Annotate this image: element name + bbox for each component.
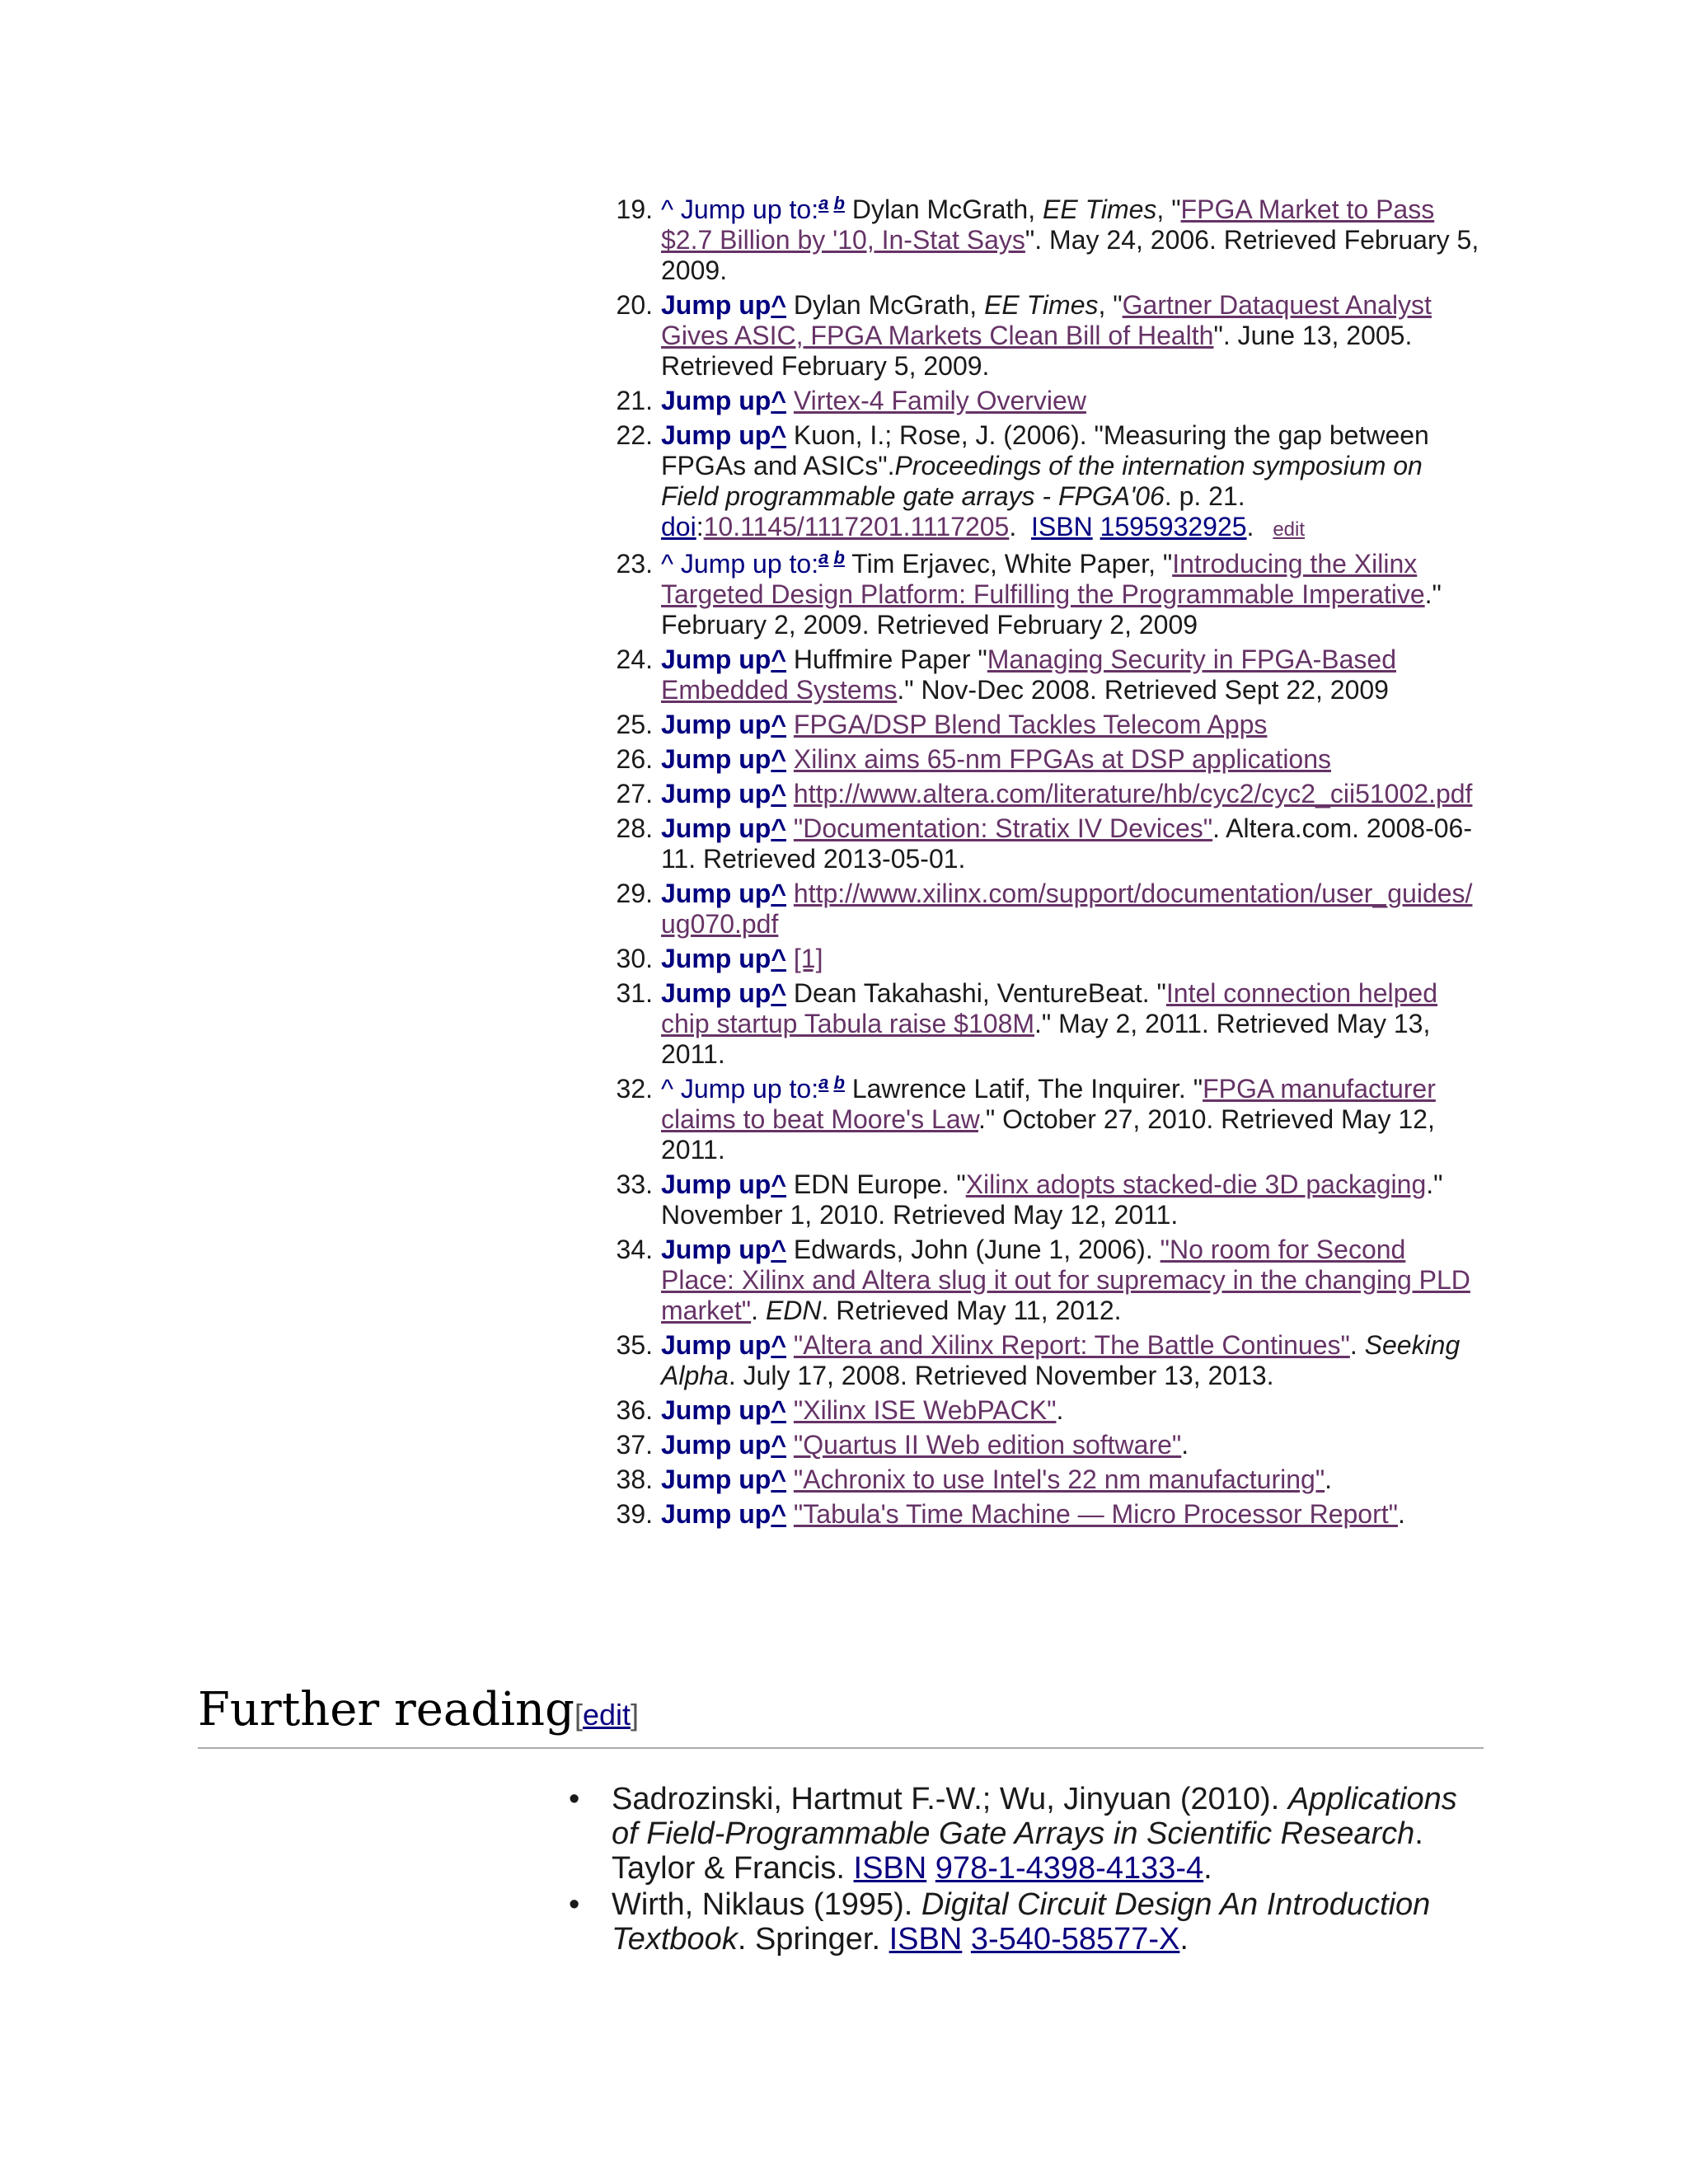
reference-number: 37.	[616, 1430, 653, 1460]
reference-link[interactable]: Managing Security in FPGA-Based Embedded Systems	[661, 644, 1396, 705]
reference-text: ." Nov-Dec 2008. Retrieved Sept 22, 2009	[897, 675, 1389, 705]
reference-link[interactable]: FPGA manufacturer claims to beat Moore's Law	[661, 1074, 1436, 1134]
jump-up-caret-link[interactable]: ^	[771, 290, 787, 320]
citation-text: . Springer.	[737, 1922, 881, 1957]
reference-text: .	[1325, 1465, 1333, 1494]
backlink-b[interactable]: b	[833, 1072, 845, 1093]
reference-item: 22. Jump up^ Kuon, I.; Rose, J. (2006). "Measuring the gap between FPGAs and ASICs".Proceedings of the internation symposium on Field programmable gate arrays - FPGA'06. p. 21. doi:10.1145/1117201.1117205. ISBN 1595932925. edit	[610, 420, 1484, 545]
reference-number: 31.	[616, 978, 653, 1008]
reference-number: 30.	[616, 944, 653, 973]
reference-text: . p. 21.	[1164, 481, 1245, 511]
reference-link[interactable]: Xilinx aims 65-nm FPGAs at DSP applications	[793, 744, 1332, 774]
further-reading-list	[569, 1782, 1484, 1958]
jump-up-to-label: Jump up to:	[680, 549, 819, 579]
reference-number: 23.	[616, 549, 653, 579]
reference-number: 21.	[616, 386, 653, 415]
reference-text: . Retrieved May 11, 2012.	[821, 1296, 1122, 1325]
reference-link[interactable]: Virtex-4 Family Overview	[793, 386, 1086, 415]
isbn-value-link[interactable]: 3-540-58577-X	[970, 1922, 1180, 1957]
reference-item	[610, 1465, 1484, 1495]
doi-link[interactable]: doi	[661, 512, 696, 541]
jump-up-caret-link[interactable]: ^	[771, 1330, 787, 1360]
reference-number: 39.	[616, 1499, 653, 1529]
reference-item	[610, 978, 1484, 1070]
jump-up-label: Jump up	[661, 1235, 771, 1264]
reference-number: 25.	[616, 710, 653, 739]
reference-item	[610, 194, 1484, 286]
reference-text: .	[1397, 1499, 1405, 1529]
reference-link[interactable]: "Xilinx ISE WebPACK"	[793, 1395, 1057, 1425]
reference-text: .	[1056, 1395, 1064, 1425]
reference-link[interactable]: Xilinx adopts stacked-die 3D packaging	[965, 1169, 1427, 1199]
reference-publication: EDN	[765, 1296, 822, 1325]
jump-up-caret-link[interactable]: ^	[771, 1235, 787, 1264]
reference-link[interactable]: "Tabula's Time Machine — Micro Processor Report"	[793, 1499, 1398, 1529]
reference-text: ." October 27, 2010. Retrieved May 12, 2011.	[661, 1104, 1435, 1165]
reference-number: 22.	[616, 420, 653, 450]
jump-up-caret-link[interactable]: ^	[771, 1499, 787, 1529]
jump-up-to-label: Jump up to:	[680, 194, 819, 224]
references-list	[610, 194, 1484, 1534]
reference-item	[610, 1235, 1484, 1326]
isbn-value-link[interactable]: 1595932925	[1100, 512, 1247, 541]
jump-up-caret-link[interactable]: ^	[771, 1169, 787, 1199]
jump-up-label: Jump up	[661, 644, 771, 674]
backlink-a[interactable]: a	[818, 547, 829, 568]
jump-caret: ^	[661, 1074, 674, 1104]
jump-up-label: Jump up	[661, 879, 771, 908]
reference-author: Tim Erjavec, White Paper, "	[851, 549, 1173, 579]
reference-number: 27.	[616, 779, 653, 808]
reference-proceedings: Proceedings of the internation symposium on Field programmable gate arrays - FPGA'06	[661, 451, 1423, 511]
reference-author: EDN Europe. "	[793, 1169, 966, 1199]
reference-link[interactable]: http://www.xilinx.com/support/documentation/user_guides/ug070.pdf	[661, 879, 1473, 939]
reference-text: ." February 2, 2009. Retrieved February 2, 2009	[661, 579, 1442, 640]
jump-up-label: Jump up	[661, 779, 771, 808]
reference-author: Dylan McGrath,	[851, 194, 1036, 224]
jump-up-caret-link[interactable]: ^	[771, 420, 787, 450]
reference-text: . Altera.com. 2008-06-11. Retrieved 2013-05-01.	[661, 813, 1472, 874]
reference-item	[610, 813, 1484, 874]
reference-number: 35.	[616, 1330, 653, 1360]
reference-number: 29.	[616, 879, 653, 908]
reference-number: 28.	[616, 813, 653, 843]
edit-link[interactable]: edit	[1273, 518, 1306, 541]
reference-number: 38.	[616, 1465, 653, 1494]
jump-up-caret-link[interactable]: ^	[771, 744, 787, 774]
isbn-link[interactable]: ISBN	[1031, 512, 1093, 541]
jump-up-label: Jump up	[661, 813, 771, 843]
jump-up-label: Jump up	[661, 290, 771, 320]
reference-item	[610, 644, 1484, 705]
reference-link[interactable]: [1]	[793, 944, 823, 973]
reference-link[interactable]: "No room for Second Place: Xilinx and Altera slug it out for supremacy in the changing PLD market"	[661, 1235, 1470, 1325]
reference-item	[610, 549, 1484, 640]
jump-up-label: Jump up	[661, 386, 771, 415]
reference-item	[610, 710, 1484, 740]
jump-up-caret-link[interactable]: ^	[771, 1430, 787, 1460]
reference-text: . July 17, 2008. Retrieved November 13, 2013.	[728, 1361, 1274, 1390]
reference-link[interactable]: Introducing the Xilinx Targeted Design Platform: Fulfilling the Programmable Imperative	[661, 549, 1425, 609]
reference-link[interactable]: http://www.altera.com/literature/hb/cyc2/cyc2_cii51002.pdf	[793, 779, 1473, 808]
jump-up-label: Jump up	[661, 944, 771, 973]
reference-item	[610, 1430, 1484, 1460]
citation-title: Applications of Field-Programmable Gate Arrays in Scientific Research	[612, 1782, 1457, 1851]
jump-up-caret-link[interactable]: ^	[771, 944, 787, 973]
jump-caret: ^	[661, 194, 674, 224]
reference-publication: EE Times	[984, 290, 1099, 320]
citation-text: Wirth, Niklaus (1995).	[612, 1887, 913, 1922]
reference-text: .	[1349, 1330, 1365, 1360]
reference-number: 24.	[616, 644, 653, 674]
jump-up-caret-link[interactable]: ^	[771, 779, 787, 808]
reference-item	[610, 944, 1484, 974]
jump-up-label: Jump up	[661, 1395, 771, 1425]
jump-up-caret-link[interactable]: ^	[771, 813, 787, 843]
jump-up-to-label: Jump up to:	[680, 1074, 819, 1104]
reference-link[interactable]: "Documentation: Stratix IV Devices"	[793, 813, 1213, 843]
jump-up-caret-link[interactable]: ^	[771, 644, 787, 674]
further-reading-item	[569, 1782, 1484, 1886]
reference-link[interactable]: Intel connection helped chip startup Tabula raise $108M	[661, 978, 1438, 1038]
reference-publication: Seeking Alpha	[661, 1330, 1461, 1390]
reference-number: 32.	[616, 1074, 653, 1104]
reference-item	[610, 1395, 1484, 1426]
reference-text: .	[751, 1296, 766, 1325]
jump-up-label: Jump up	[661, 1169, 771, 1199]
further-reading-heading	[198, 1681, 1484, 1749]
backlink-b[interactable]: b	[833, 193, 845, 213]
reference-text: ". June 13, 2005. Retrieved February 5, 2009.	[661, 321, 1413, 381]
reference-item	[610, 879, 1484, 940]
reference-item	[610, 1499, 1484, 1530]
reference-publication: EE Times	[1043, 194, 1157, 224]
citation-text: Sadrozinski, Hartmut F.-W.; Wu, Jinyuan (2010).	[612, 1782, 1280, 1816]
jump-up-label: Jump up	[661, 1465, 771, 1494]
doi-value-link[interactable]: 10.1145/1117201.1117205	[703, 512, 1010, 541]
isbn-link[interactable]: ISBN	[853, 1851, 927, 1886]
reference-author: Huffmire Paper "	[793, 644, 987, 674]
reference-item	[610, 1074, 1484, 1165]
jump-up-label: Jump up	[661, 420, 771, 450]
reference-link[interactable]: "Quartus II Web edition software"	[793, 1430, 1182, 1460]
section-edit-link[interactable]: edit	[582, 1698, 631, 1732]
reference-author: Dean Takahashi, VentureBeat. "	[793, 978, 1166, 1008]
reference-text: , "	[1156, 194, 1181, 224]
bullet-icon: •	[569, 1887, 580, 1922]
jump-up-label: Jump up	[661, 1430, 771, 1460]
backlink-a[interactable]: a	[818, 1072, 829, 1093]
reference-item	[610, 1169, 1484, 1230]
reference-author: Dylan McGrath,	[793, 290, 978, 320]
jump-up-caret-link[interactable]: ^	[771, 978, 787, 1008]
reference-number: 36.	[616, 1395, 653, 1425]
reference-text: ." May 2, 2011. Retrieved May 13, 2011.	[661, 1009, 1431, 1069]
citation-title: Digital Circuit Design An Introduction Textbook	[612, 1887, 1431, 1957]
jump-up-caret-link[interactable]: ^	[771, 386, 787, 415]
jump-caret: ^	[661, 549, 674, 579]
reference-text: ." November 1, 2010. Retrieved May 12, 2011.	[661, 1169, 1443, 1230]
reference-item	[610, 290, 1484, 382]
reference-link[interactable]: "Altera and Xilinx Report: The Battle Continues"	[793, 1330, 1350, 1360]
reference-author: Edwards, John (June 1, 2006).	[793, 1235, 1153, 1264]
reference-link[interactable]: FPGA/DSP Blend Tackles Telecom Apps	[793, 710, 1268, 739]
jump-up-caret-link[interactable]: ^	[771, 879, 787, 908]
reference-item	[610, 386, 1484, 416]
reference-number: 19.	[616, 194, 653, 224]
reference-link[interactable]: "Achronix to use Intel's 22 nm manufacturing"	[793, 1465, 1325, 1494]
backlink-a[interactable]: a	[818, 193, 829, 213]
jump-up-label: Jump up	[661, 978, 771, 1008]
jump-up-label: Jump up	[661, 710, 771, 739]
reference-number: 20.	[616, 290, 653, 320]
jump-up-label: Jump up	[661, 744, 771, 774]
further-reading-item	[569, 1887, 1484, 1957]
jump-up-caret-link[interactable]: ^	[771, 1465, 787, 1494]
reference-item	[610, 1330, 1484, 1391]
section-title: Further reading	[198, 1683, 574, 1736]
reference-number: 26.	[616, 744, 653, 774]
citation-text: .	[1203, 1851, 1212, 1886]
reference-link[interactable]: Gartner Dataquest Analyst Gives ASIC, FPGA Markets Clean Bill of Health	[661, 290, 1432, 350]
reference-text: Kuon, I.; Rose, J. (2006). "Measuring the gap between FPGAs and ASICs".	[661, 420, 1429, 480]
edit-bracket: [	[574, 1698, 583, 1732]
edit-bracket: ]	[631, 1698, 640, 1732]
reference-link[interactable]: FPGA Market to Pass $2.7 Billion by '10, In-Stat Says	[661, 194, 1435, 255]
reference-item	[610, 779, 1484, 809]
citation-text: .	[1179, 1922, 1189, 1957]
citation-text: . Taylor & Francis.	[612, 1816, 1423, 1886]
jump-up-caret-link[interactable]: ^	[771, 1395, 787, 1425]
reference-number: 34.	[616, 1235, 653, 1264]
reference-text: ". May 24, 2006. Retrieved February 5, 2009.	[661, 225, 1479, 285]
isbn-link[interactable]: ISBN	[889, 1922, 963, 1957]
reference-author: Lawrence Latif, The Inquirer. "	[851, 1074, 1203, 1104]
jump-up-label: Jump up	[661, 1499, 771, 1529]
backlink-b[interactable]: b	[833, 547, 845, 568]
reference-number: 33.	[616, 1169, 653, 1199]
reference-item	[610, 744, 1484, 775]
jump-up-caret-link[interactable]: ^	[771, 710, 787, 739]
isbn-value-link[interactable]: 978-1-4398-4133-4	[935, 1851, 1204, 1886]
reference-text: .	[1181, 1430, 1189, 1460]
reference-text: , "	[1098, 290, 1123, 320]
bullet-icon: •	[569, 1782, 580, 1816]
jump-up-label: Jump up	[661, 1330, 771, 1360]
